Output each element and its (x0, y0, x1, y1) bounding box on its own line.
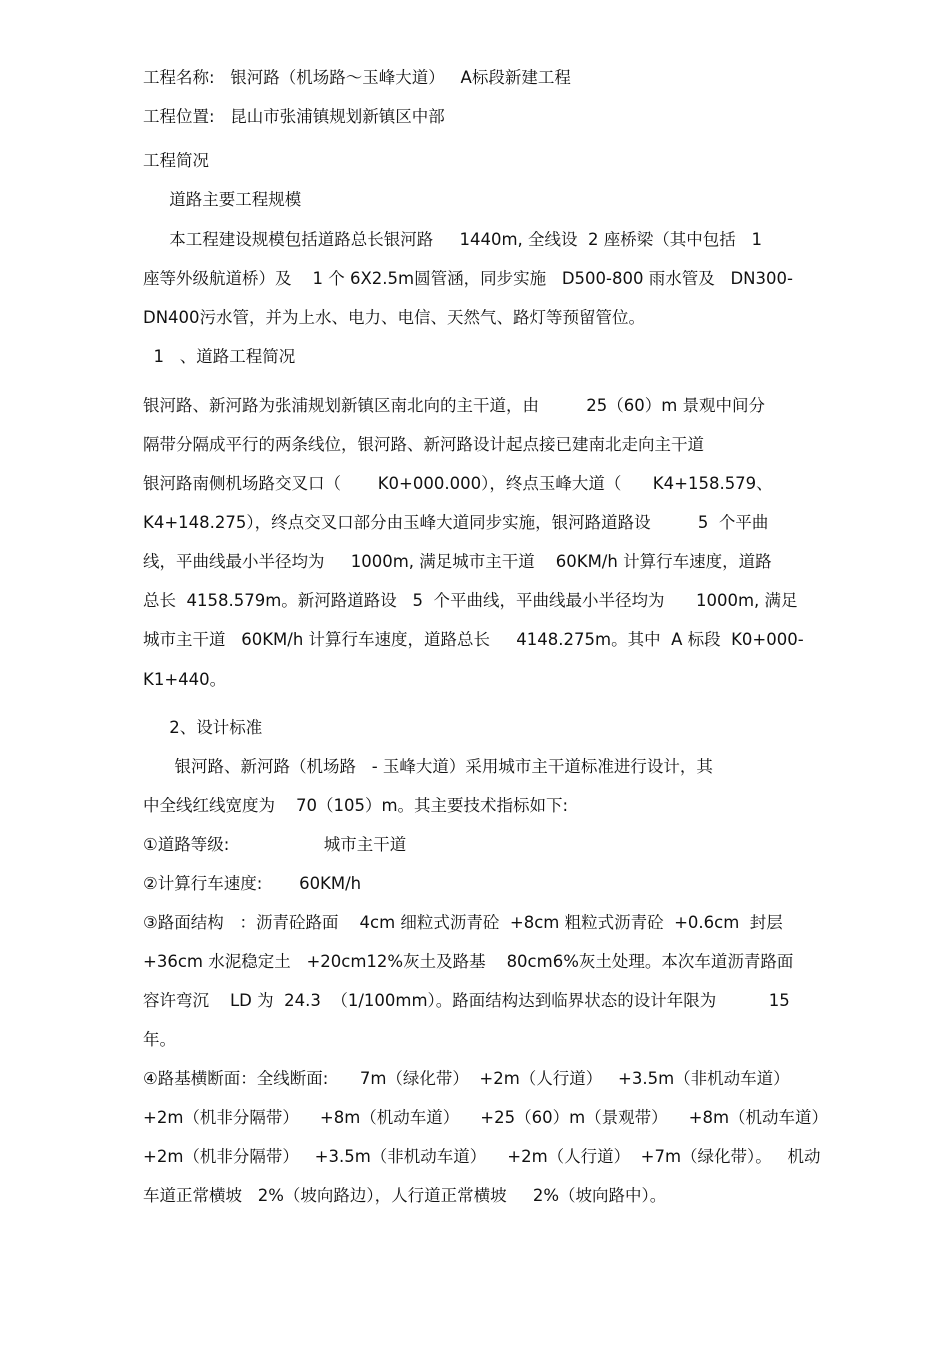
subheading-design-standard: 2、设计标准 (143, 718, 263, 737)
paragraph-line: 本工程建设规模包括道路总长银河路 1440m, 全线设 2 座桥梁（其中包括 1 (143, 230, 762, 249)
spec-pavement-structure: ③路面结构 ：沥青砼路面 4cm 细粒式沥青砼 +8cm 粗粒式沥青砼 +0.6cm 封层 (143, 913, 783, 932)
paragraph-line: 座等外级航道桥）及 1 个 6X2.5m圆管涵，同步实施 D500-800 雨水管及 DN300- (143, 269, 793, 288)
paragraph-line: 线，平曲线最小半径均为 1000m, 满足城市主干道 60KM/h 计算行车速度，道路 (143, 552, 772, 571)
paragraph-line: 银河路南侧机场路交叉口（ K0+000.000），终点玉峰大道（ K4+158.579、 (143, 474, 773, 493)
paragraph-line: 银河路、新河路（机场路 - 玉峰大道）采用城市主干道标准进行设计，其 (143, 757, 713, 776)
subheading-road-overview: 1 、道路工程简况 (143, 347, 296, 366)
subheading-road-scale: 道路主要工程规模 (143, 190, 302, 209)
paragraph-line: 中全线红线宽度为 70（105）m。其主要技术指标如下: (143, 796, 569, 815)
spec-cross-section: ④路基横断面：全线断面: 7m（绿化带） +2m（人行道） +3.5m（非机动车道） (143, 1069, 790, 1088)
section-heading-overview: 工程简况 (143, 151, 209, 170)
paragraph-line: 城市主干道 60KM/h 计算行车速度，道路总长 4148.275m。其中 A 标段 K0+000- (143, 630, 804, 649)
spec-road-grade: ①道路等级: 城市主干道 (143, 835, 407, 854)
project-location-line: 工程位置: 昆山市张浦镇规划新镇区中部 (143, 107, 445, 126)
project-name-line: 工程名称: 银河路（机场路～玉峰大道） A标段新建工程 (143, 68, 571, 87)
paragraph-line: +36cm 水泥稳定土 +20cm12%灰土及路基 80cm6%灰土处理。本次车道沥青路面 (143, 952, 794, 971)
paragraph-line: 隔带分隔成平行的两条线位，银河路、新河路设计起点接已建南北走向主干道 (143, 435, 704, 454)
paragraph-line: 年。 (143, 1030, 176, 1049)
paragraph-line: DN400污水管，并为上水、电力、电信、天然气、路灯等预留管位。 (143, 308, 646, 327)
paragraph-line: 车道正常横坡 2%（坡向路边），人行道正常横坡 2%（坡向路中）。 (143, 1186, 667, 1205)
paragraph-line: 总长 4158.579m。新河路道路设 5 个平曲线，平曲线最小半径均为 1000m, 满足 (143, 591, 798, 610)
paragraph-line: 银河路、新河路为张浦规划新镇区南北向的主干道，由 25（60）m 景观中间分 (143, 396, 766, 415)
paragraph-line: +2m（机非分隔带） +8m（机动车道） +25（60）m（景观带） +8m（机动车道） (143, 1108, 829, 1127)
paragraph-line: K4+148.275），终点交叉口部分由玉峰大道同步实施，银河路道路设 5 个平曲 (143, 513, 769, 532)
paragraph-line: +2m（机非分隔带） +3.5m（非机动车道） +2m（人行道） +7m（绿化带）。 机动 (143, 1147, 821, 1166)
spec-design-speed: ②计算行车速度: 60KM/h (143, 874, 362, 893)
paragraph-line: 容许弯沉 LD 为 24.3 （1/100mm）。路面结构达到临界状态的设计年限为 15 (143, 991, 790, 1010)
paragraph-line: K1+440。 (143, 670, 227, 689)
